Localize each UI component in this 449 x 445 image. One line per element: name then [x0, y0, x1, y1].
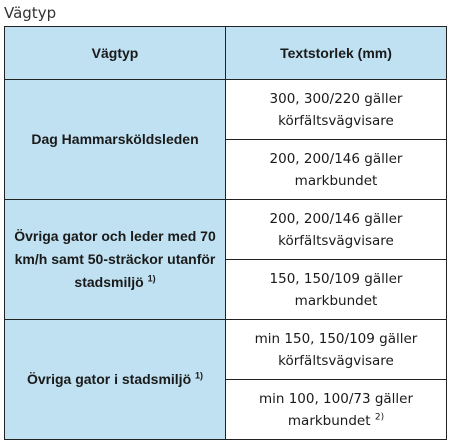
- column-header-road-type: Vägtyp: [5, 27, 226, 80]
- table-row: [5, 200, 447, 260]
- text-size-value: 200, 200/146 gäller körfältsvägvisare: [269, 210, 403, 249]
- text-size-table: [4, 26, 447, 440]
- road-type-label: Övriga gator och leder med 70 km/h samt 50-sträckor utanför stadsmiljö: [14, 228, 216, 290]
- text-size-value: min 100, 100/73 gäller markbundet: [258, 390, 414, 429]
- road-type-cell: [5, 80, 226, 200]
- text-size-value: 200, 200/146 gäller markbundet: [269, 150, 403, 189]
- road-type-label: Dag Hammarsköldsleden: [31, 131, 199, 147]
- text-size-cell: [226, 140, 447, 200]
- table-caption: Vägtyp: [4, 4, 57, 22]
- text-size-cell: [226, 200, 447, 260]
- footnote-marker: 2): [374, 412, 385, 422]
- table-row: [5, 320, 447, 380]
- text-size-value: 300, 300/220 gäller körfältsvägvisare: [269, 90, 403, 129]
- table-row: [5, 80, 447, 140]
- text-size-cell: [226, 260, 447, 320]
- road-type-label: Övriga gator i stadsmiljö: [26, 371, 192, 387]
- road-type-cell: [5, 320, 226, 440]
- text-size-value: 150, 150/109 gäller markbundet: [269, 270, 403, 309]
- text-size-cell: [226, 80, 447, 140]
- column-header-text-size: Textstorlek (mm): [226, 27, 447, 80]
- table-header-row: [5, 27, 447, 80]
- text-size-value: min 150, 150/109 gäller körfältsvägvisare: [254, 330, 418, 369]
- road-type-cell: [5, 200, 226, 320]
- footnote-marker: 1): [195, 370, 204, 381]
- footnote-marker: 1): [147, 273, 156, 284]
- text-size-cell: [226, 380, 447, 440]
- text-size-cell: [226, 320, 447, 380]
